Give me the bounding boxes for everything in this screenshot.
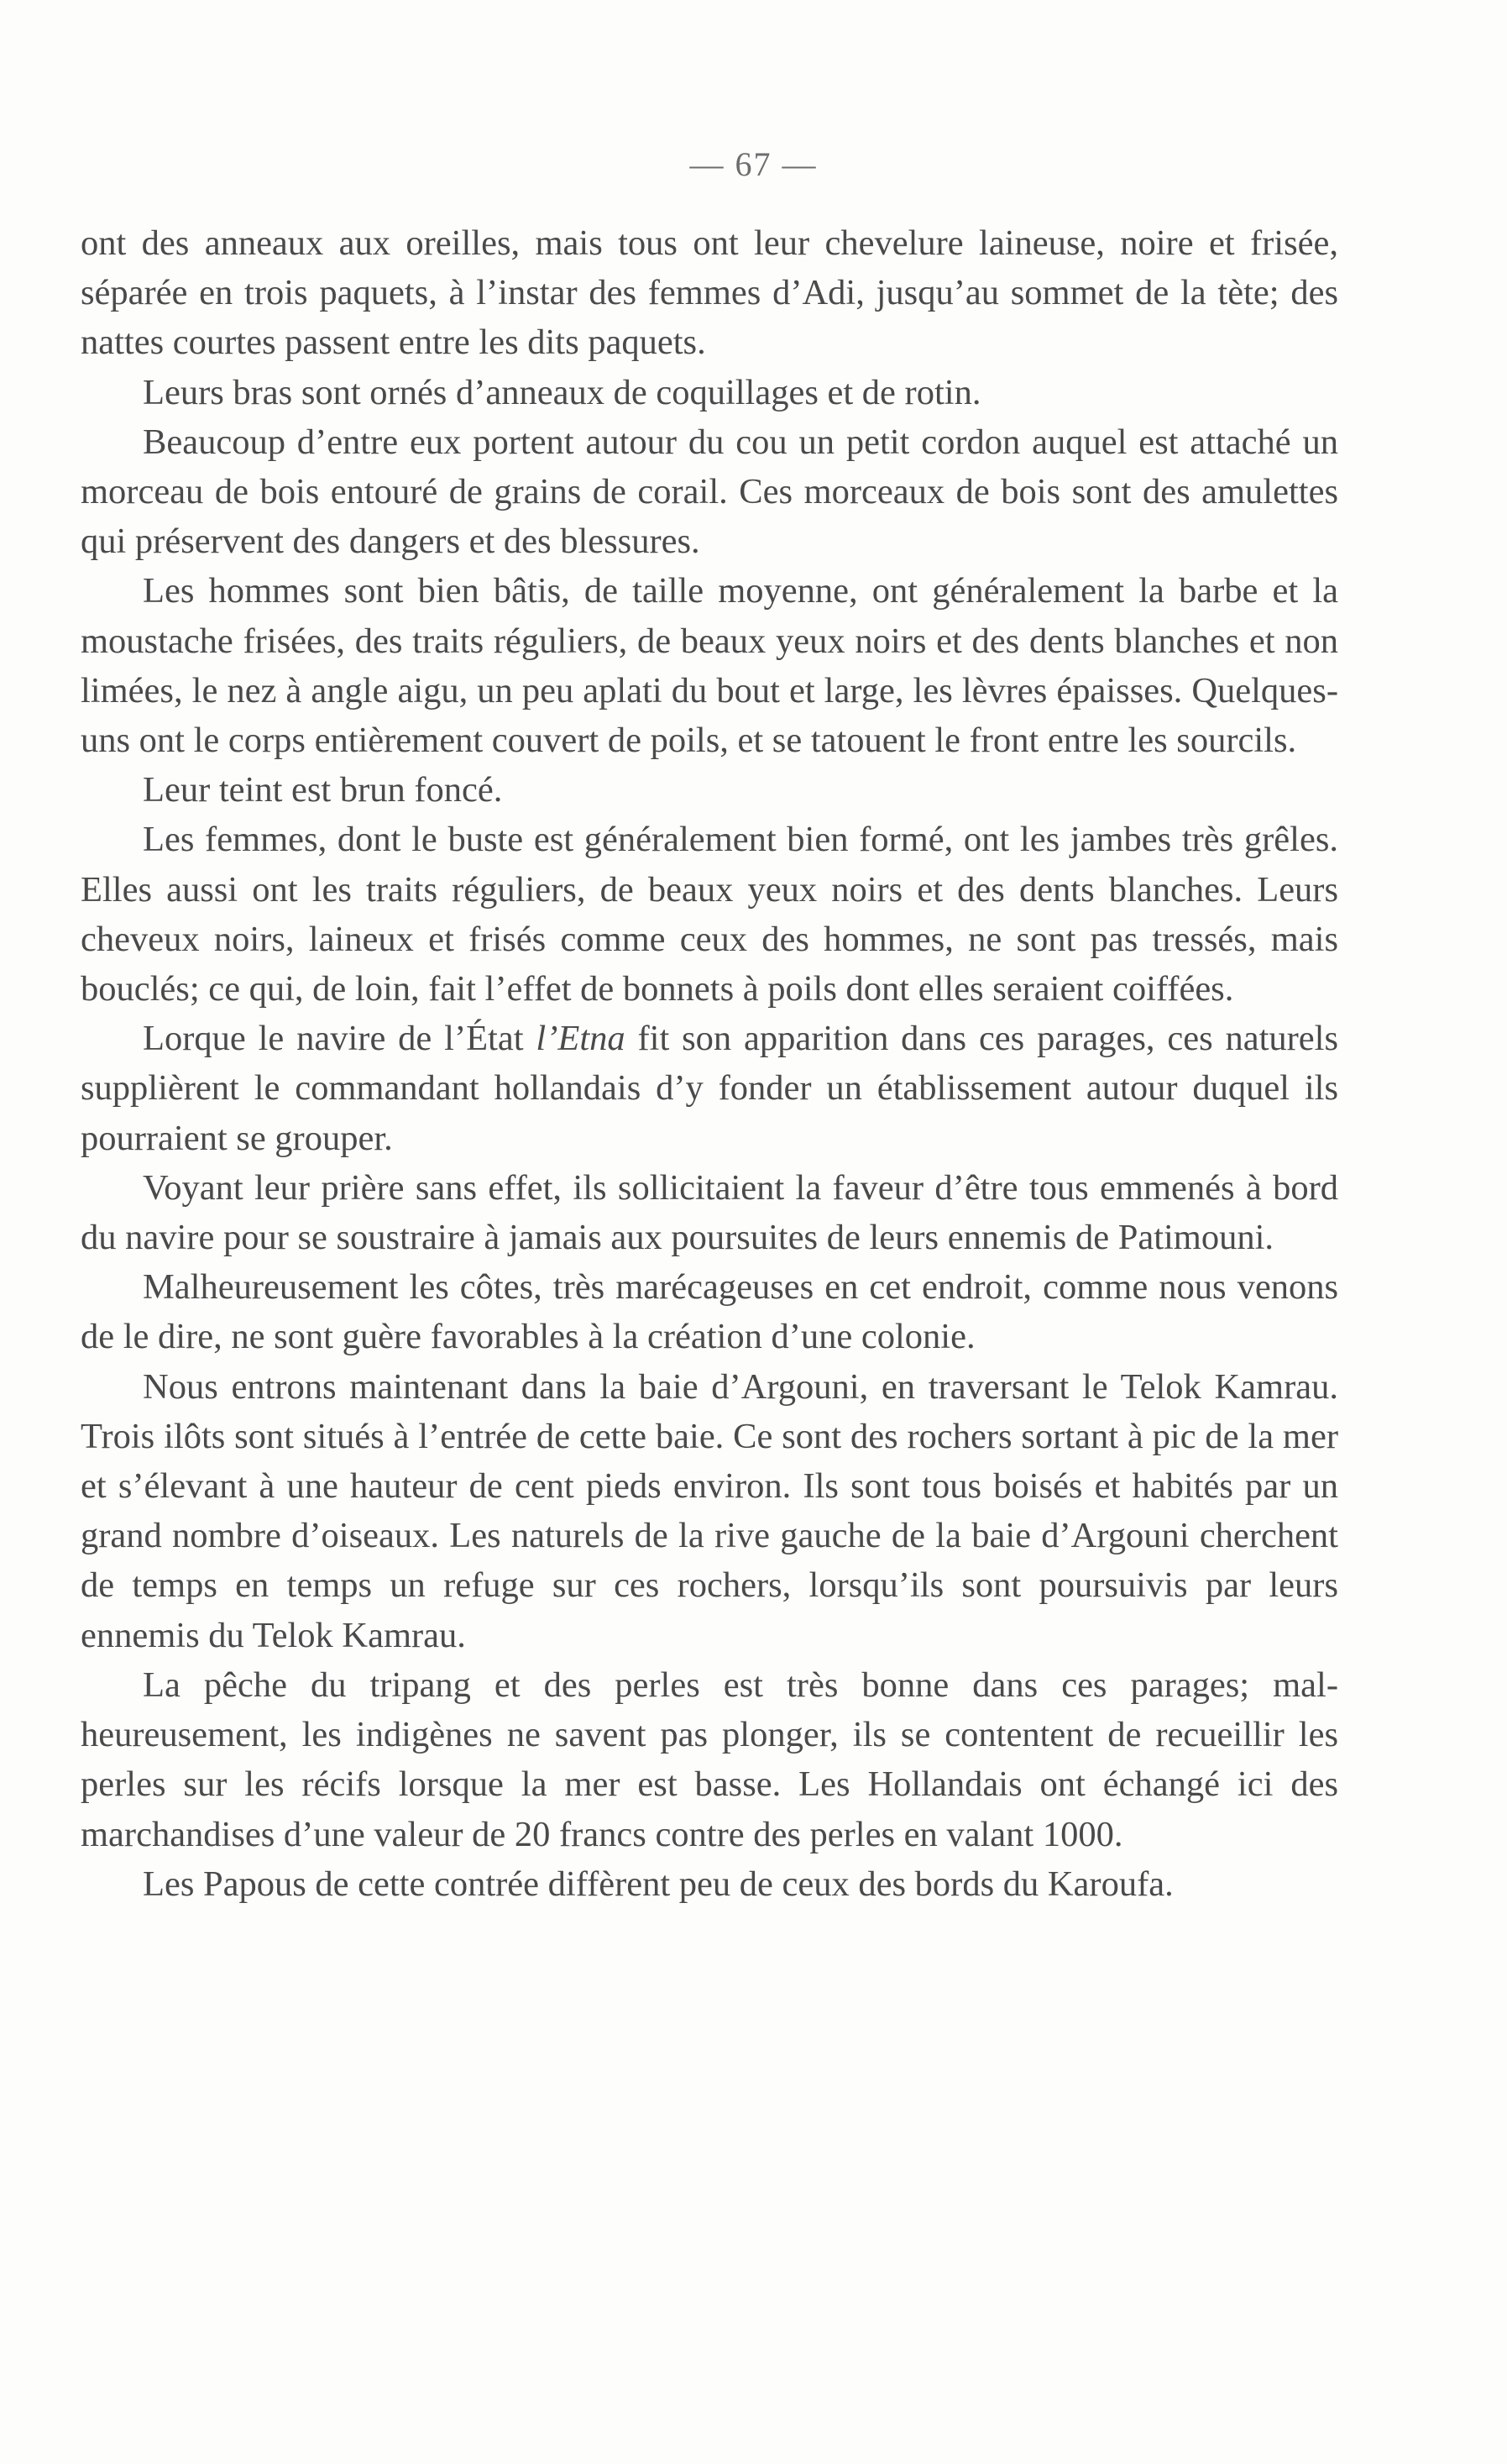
paragraph: Voyant leur prière sans effet, ils sollicitaient la faveur d’être tous emmenés à bord du navire pour se soustraire à jamais aux poursuites de leurs ennemis de Patimouni. — [81, 1167, 1338, 1258]
paragraph: Les Papous de cette contrée diffèrent peu de ceux des bords du Karoufa. — [143, 1864, 1174, 1904]
paragraph: Beaucoup d’entre eux portent autour du cou un petit cordon auquel est attaché un morceau de bois entouré de grains de corail. Ces morceaux de bois sont des amulettes qui préservent des dangers et des blessures. — [81, 422, 1338, 562]
paragraph: La pêche du tripang et des perles est très bonne dans ces parages; malheureusement, les indigènes ne savent pas plonger, ils se contentent de recueillir les perles sur les récifs lorsque la mer est basse. Les Hollandais ont échangé ici des marchandises d’une valeur de 20 francs contre des perles en valant 1000. — [81, 1665, 1338, 1854]
paragraph: Nous entrons maintenant dans la baie d’Argouni, en traversant le Telok Kamrau. Trois ilôts sont situés à l’entrée de cette baie. Ce sont des rochers sortant à pic de la mer et s’élevant à une hauteur de cent pieds environ. Ils sont tous boisés et habités par un grand nombre d’oiseaux. Les naturels de la rive gauche de la baie d’Argouni cherchent de temps en temps un refuge sur ces rochers, lorsqu’ils sont poursuivis par leurs ennemis du Telok Kamrau. — [81, 1366, 1338, 1655]
paragraph — [81, 1014, 1338, 1163]
paragraph: Leur teint est brun foncé. — [143, 770, 503, 810]
paragraph: Les hommes sont bien bâtis, de taille moyenne, ont généralement la barbe et la moustache frisées, des traits réguliers, de beaux yeux noirs et des dents blanches et non limées, le nez à angle aigu, un peu aplati du bout et large, les lèvres épaisses. Quelques-uns ont le corps entièrement couvert de poils, et se tatouent le front entre les sourcils. — [81, 571, 1338, 761]
paragraph: Leurs bras sont ornés d’anneaux de coquillages et de rotin. — [143, 372, 981, 412]
paragraph-text: Lorque le navire de l’État — [143, 1019, 536, 1059]
paragraph: ont des anneaux aux oreilles, mais tous ont leur chevelure laineuse, noire et frisée, séparée en trois paquets, à l’instar des femmes d’Adi, jusqu’au sommet de la tète; des nattes courtes passent entre les dits paquets. — [81, 223, 1338, 363]
ship-name: l’Etna — [536, 1019, 625, 1059]
paragraph: Les femmes, dont le buste est généralement bien formé, ont les jambes très grêles. Elles aussi ont les traits réguliers, de beaux yeux noirs et des dents blanches. Leurs cheveux noirs, laineux et frisés comme ceux des hommes, ne sont pas tressés, mais bouclés; ce qui, de loin, fait l’effet de bonnets à poils dont elles seraient coiffées. — [81, 820, 1338, 1009]
page-number: — 67 — — [689, 145, 818, 183]
paragraph: Malheureusement les côtes, très marécageuses en cet endroit, comme nous venons de le dire, ne sont guère favorables à la création d’une colonie. — [81, 1267, 1338, 1357]
body-text — [81, 218, 1338, 1909]
paragraph-text: fit son apparition dans ces parages, ces naturels supplièrent le commandant hollandais d’y fonder un établissement autour duquel ils pourraient se grouper. — [81, 1019, 1338, 1158]
